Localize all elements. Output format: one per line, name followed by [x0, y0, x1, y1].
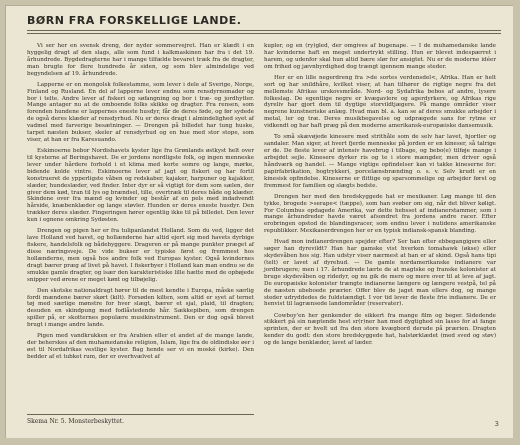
paragraph-arabia-continued: kupler, og en (ry)gled, der omgives af bugenape. — I de muhamedanske lande har kvinderne haft en meget undertrykt stilling. Hun er blevet indespærret i harem, og udenfor skal hun altid bære slør for ansigtet. Nu er de moderne idéer om frihed og jævnbyrdighed dog trængt igennem mange steder. — [264, 43, 496, 70]
footer-rule — [27, 414, 254, 415]
title-rule-top — [27, 30, 501, 31]
paragraph-swedish-boy: Vi ser her en svensk dreng, der nyder sommervejret. Han er klædt i en hyggelig dragt af den slags, alle som fund i kalkmaskinen har fra i det 19. århundrede. Bygdedragterne har i mange tilfælde bevaret træk fra de dragter, man brugte for flere hundrede år siden, og som blev almindelige ved begyndelsen af 19. århundrede. — [27, 43, 254, 77]
paragraph-cowboy: Cowboy'en her genkender de sikkert fra mange film og beger. Sidedende stikkert på sin næptende hest sr(r)ner han med dygtighed sin lasso for at fange sprinten, der er hvelt ud fra den store kvægbord derude på prærien. Dragten kender du godt: den store bredskyggede hat, halstørklædet (med sved og støv) og de lange benklæder, lavet af læder. — [264, 312, 496, 347]
paragraph-holland: Drengen og pigen her er fra tulipanlandet Holland. Som du ved, ligger det lave Holland ved havet, og hollænderne har altid ejert sig med havets dyrbige fiskere, handelsfolk og bådebyggere. Drageren er på mange punkter præget af disse næringsveje. De vide bukser er typiske først og fremmest hos hollænderne, men også hos andre folk ved Europas kyster. Også kvindernes dragt bærer præg af livet på havet. I fiskerbyer i Holland kan man endnu se de smukke gamle dragter, og især den karakteristiske lille hætte med de opbøjede snipper ved ørene er meget kønt og tilbøjelig. — [27, 228, 254, 283]
paragraph-africa: Her er en lille negerdreng fra >de sortes verdensdel<, Afrika. Han er helt sort og har snildhåre, kvilket viser, at han tilhører de rigtige negre fra det mellemste Afrikas urskovsmråde. Nord- og Sydafrika bebos af andre, lysere folkeslag. De egentlige negre er kvægavlere og agerdyrkere, og Afrikas rige dyreliv har gjort dem til dygtige storvildtjægere. På mange områder viser negrene kunstneriske anlæg. Hvad man bl. a. kan se af deres smukke arbejder i metal, ler og træ. Deres musikbegavelse og udprægede sans for rytme er vidkendt og har haft præg på den moderne amerikansk-europæiske dansemusik. — [264, 74, 496, 130]
paragraph-scotland: Den skotske nationaldragt hører til de mest kendte i Europa, måske særlig fordi mændene bærer skørt (kilt). Forsøden kilten, som altid er syet af ternet tøj med særlige mønstre for hver slægt, bærer et sjal, plaid, til dragten; desuden en skindpung med fodlåstedende hår. Sækkepiben, som drengen spiller på, er skotternes populære musikinstrument. Den er dog også blevet brugt i mange andre lande. — [27, 287, 254, 329]
paragraph-china: To små skævøjede kinesere med strithåle som de selv har lavet, hjortler og sandaler. Man siger, at hvert fjerde menneske på jorden er en kineser, så talrige er de. De fleste lever af intensiv havebrug i tilbage, og bebo(e) tilføje mange i arbejdet sejle. Kinesere dyrker ris og te i store mængder, men driver også håndværk og handel. — Mange vigtige opfindelser kan vi takke kineserne for: papirfabrikation, bogtrykkeri, porcelænsbrænding o. s. v. Selv krudt er en kinesisk opfindelse. Kineserne er flittige og sparsommelige og arbejder først og fremmest for familien og slægts bedste. — [264, 134, 496, 189]
footer-note: Skema Nr. 5. Monsterbeskyttet. — [27, 418, 125, 425]
document-page — [5, 5, 513, 438]
paragraph-mexico: Drengen her med den bredskyggede hat er mexikaner. Løg mange til den tykke, brogede >serape< (tæppe), som han svøber om sig, når det bliver køligt. For Columbus opdagede Amerika, var dette hebsset af indianerstammer, som i mange århundreder havde været afsondret fra jordens andre racer. Efter erobringen opstod de blandingsracer, som endnu lever i nutidens amerikanske republikker. Mexikanerdrengen her er en typisk indiansk-spansk blanding. — [264, 193, 496, 235]
left-column — [27, 43, 254, 365]
paragraph-indian: Hvad mon indianerdrengen spejder efter? Ser han efter ebbegangigere eller søger han dyrevildt? Han har gamske vist hverken tomahawk (økse) eller skydevåben hos sig. Han udstyr viser nærmest at han er af skind. Også hans tipi (telt) er lavet af dyrehud. — De gamle nordamerikanske indianere var jordbrugere; men i 17. århundrede lærte de at magtske og franske kolonister at bruge skydevåben og ridedyr, og nu gik de mere og mere over til at leve af jagt. De europæiske kolonister trængte indianerne længere og længere vestpå, tel på de næsten ubeboede prærier. Offer blev de jaget man ellers dog, og mange steder udryddedes de fuldstændigt. I vor tid lever de fleste frie indianere. De er henvist til lagrænsede landområder (reservater). — [264, 239, 496, 308]
paragraph-lapps: Lapperne er en mongolsk folkestamme, som lever i dele af Sverige, Norge, Finland og Rusland. En del af lapperne lever endnu som rensdyrnomader og bor i telte. Andre lever af fiskeri og søfangning og bor i træ- og jordhytter. Mange antager nu at de omboende folks skikke og dragter. Fra rensen, som forenden hundene er lappernes eneste husdyr, får de deres føde, og før sydede de også deres klæder af rensdyrhud. Nu er deres dragt i almindelighed syet af vadmel med farverige besætninger. — Drengen på billedet har tung huske, tarpet næsten bukser, skeler af rensdyrhud og en hue med stor stope, som viser, at han er fra Karesuando. — [27, 81, 254, 143]
page-mark: 3 — [494, 420, 499, 428]
title-rule-bottom — [27, 33, 501, 34]
right-column — [264, 43, 496, 351]
paragraph-arabia: Pigen med vandkrukken er fra Arabien eller et andet af de mange lande, der beherskes af den muhamedanske religion, Islam, lige fra de oldindiske øer i øst til Nordafrikas vestlige kyster. Bag hende ser vi en moské (kirke). Den bedder af et tubket rum, der er overhvælvet af — [27, 333, 254, 360]
paragraph-eskimos: Eskimoerne bebor Nordishavets kyster lige fra Grønlands østkyst helt over til kysterne af Beringshavet. De er jordens nordligste folk, og ingen menneske lever under hårdere forhold i et klima med korte somre og lange, mørke, bidende kolde vintre. Eskimoerne lever af jagt og fiskeri og har fortil konstrueret de ypperligste våben og redskaber, kajaker, harpuner og kajakker, slæder, hundeslæder, ved finder. Inter dyr er så vigtigt for dem som sælen, der giver dem kød, tran til lys og brændsel, tille, overtræk til deres både og klæder. Skindene over fra mænd og kvinder og består af en pels med indadvendt hårside, knæbenklæder og lange støvler. Hunden er deres eneste husdyr. Den trækker deres slæder. Fingeringen hører egentlig ikke til på billedet. Den lever kun i egnene omkring Sydøsten. — [27, 148, 254, 224]
page-title: BØRN FRA FORSKELLIGE LANDE. — [27, 14, 242, 27]
